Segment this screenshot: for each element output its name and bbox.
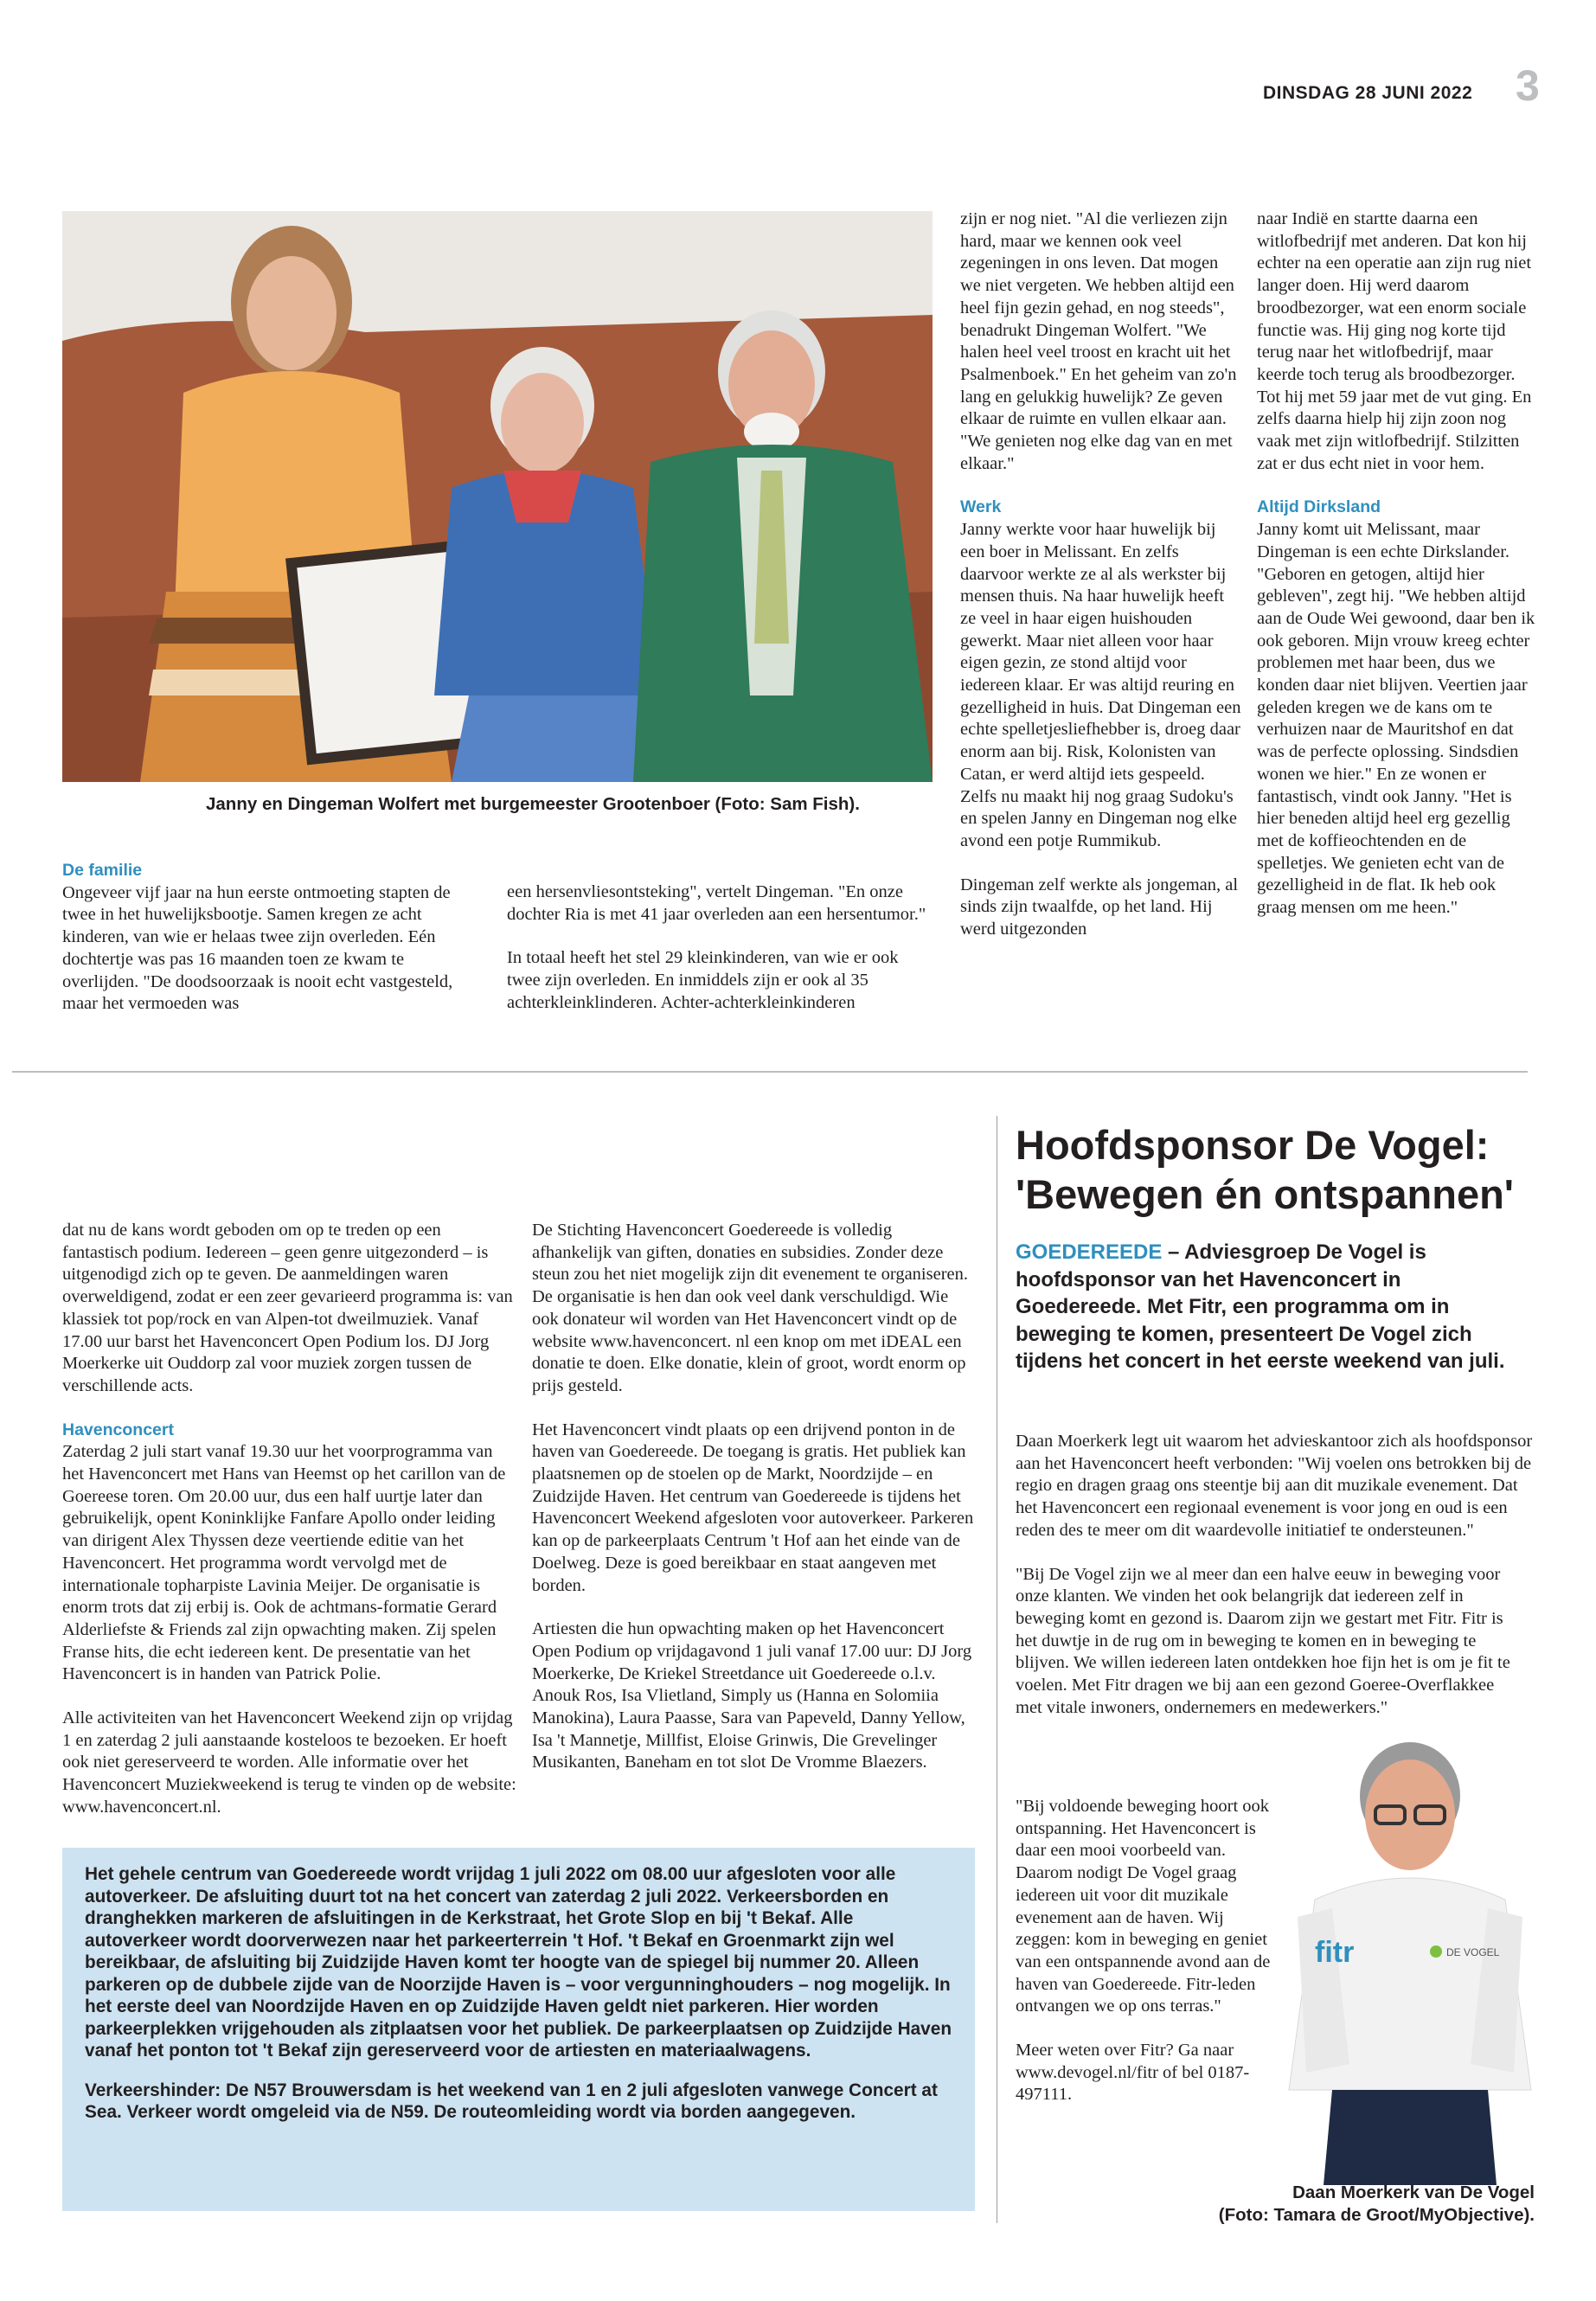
headline-line: Hoofdsponsor De Vogel: <box>1016 1122 1490 1168</box>
section-divider <box>12 1071 1528 1073</box>
headline-line: 'Bewegen én ontspannen' <box>1016 1171 1514 1217</box>
article3-body-top <box>1016 1431 1535 1740</box>
paragraph: zijn er nog niet. "Al die verliezen zijn hard, maar we kennen ook veel zegeningen in ons leven. Dat mogen we niet vergeten. We hebben altijd een heel fijn gezin gehad, en nog steeds", benadrukt Dingeman Wolfert. "We halen heel veel troost en kracht uit het Psalmenboek." En het geheim van zo'n lang en gelukkig huwelijk? Ze geven elkaar de ruimte en vullen elkaar aan. "We genieten nog elke dag van en met elkaar." <box>960 209 1237 473</box>
paragraph: een hersenvliesontsteking", vertelt Dingeman. "En onze dochter Ria is met 41 jaar overleden aan een hersentumor." <box>507 882 926 924</box>
paragraph: Alle activiteiten van het Havenconcert Weekend zijn op vrijdag 1 en zaterdag 2 juli aanstaande kosteloos te bezoeken. Er hoeft ook niet gereserveerd te worden. Alle informatie over het Havenconcert Muziekweekend is terug te vinden op de website: www.havenconcert.nl. <box>62 1708 516 1817</box>
article1-col4 <box>1257 208 1535 941</box>
paragraph: Zaterdag 2 juli start vanaf 19.30 uur het voorprogramma van het Havenconcert met Hans van Heemst op het carillon van de Goereese toren. Om 20.00 uur, dus een half uurtje later dan gebruikelijk, opent Koninklijke Fanfare Apollo onder leiding van dirigent Alex Thyssen deze veertiende editie van het Havenconcert. Het programma wordt vervolgd met de internationale topharpiste Lavinia Meijer. De organisatie is enorm trots dat zij erbij is. Ook de achtmans-formatie Gerard Alderliefste & Friends zal zijn opwachting maken. Zij spelen Franse hits, die echt iedereen kent. De presentatie van het Havenconcert is in handen van Patrick Polie. <box>62 1442 506 1684</box>
infobox-paragraph: Verkeershinder: De N57 Brouwersdam is het weekend van 1 en 2 juli afgesloten vanwege Concert at Sea. Verkeer wordt omgeleid via de N59. De routeomleiding wordt via borden aangegeven. <box>85 2080 938 2122</box>
road-closure-infobox <box>62 1848 975 2211</box>
infobox-paragraph: Het gehele centrum van Goedereede wordt vrijdag 1 juli 2022 om 08.00 uur afgesloten voor alle autoverkeer. De afsluiting duurt tot na het concert van zaterdag 2 juli 2022. Verkeersborden en dranghekken markeren de afsluitingen in de Kerkstraat, het Grote Slop en bij 't Bekaf. Alle autoverkeer wordt doorverwezen naar het parkeerterrein 't Hof. 't Bekaf en Groenmarkt zijn wel bereikbaar, de afsluiting bij Zuidzijde Haven komt ter hoogte van de spiegel bij nummer 20. Alleen parkeren op de dubbele zijde van de Noorzijde Haven is – voor vergunninghouders – nog mogelijk. In het eerste deel van Noordzijde Haven en op Zuidzijde Haven geldt niet parkeren. Hier worden parkeerplekken vrijgehouden als zitplaatsen voor het publiek. De parkeerplaatsen op Zuidzijde Haven vanaf het ponton tot 't Bekaf zijn gereserveerd voor de artiesten en materiaalwagens. <box>85 1864 952 2061</box>
paragraph: Dingeman zelf werkte als jongeman, al sinds zijn twaalfde, op het land. Hij werd uitgezonden <box>960 875 1239 939</box>
paragraph: De Stichting Havenconcert Goedereede is volledig afhankelijk van giften, donaties en subsidies. Zonder deze steun zou het niet mogelijk zijn dit evenement te organiseren. De organisatie is hen dan ook veel dank verschuldigd. Wie ook donateur wil worden van Het Havenconcert vindt op de website www.havenconcert. nl een knop om met iDEAL een donatie te doen. Elke donatie, klein of groot, wordt enorm op prijs gesteld. <box>532 1221 969 1395</box>
paragraph: "Bij De Vogel zijn we al meer dan een halve eeuw in beweging voor onze klanten. We vinden het ook belangrijk dat iedereen zelf in beweging komt en gezond is. Daarom zijn we gestart met Fitr. Fitr is het duwtje in de rug om in beweging te komen en in beweging te blijven. We willen iedereen laten ontdekken hoe fijn het is om je fit te voelen. Met Fitr dragen we bij aan een gezond Goeree-Overflakkee met vitale inwoners, ondernemers en medewerkers." <box>1016 1564 1510 1717</box>
paragraph: Janny komt uit Melissant, maar Dingeman is een echte Dirkslander. "Geboren en getogen, altijd hier gebleven", zegt hij. "We hebben altijd aan de Oude Wei gewoond, daar ben ik ook geboren. Mijn vrouw kreeg echter problemen met haar been, dus we konden daar niet blijven. Veertien jaar geleden kregen we de kans om te verhuizen naar de Mauritshof en dat was de perfecte oplossing. Sindsdien wonen we hier." En ze wonen er fantastisch, vindt ook Janny. "Het is hier beneden altijd heel erg gezellig met de koffieochtenden en de spelletjes. We genieten echt van de gezelligheid in de flat. Ik heb ook graag mensen om me heen." <box>1257 520 1535 918</box>
paragraph: Meer weten over Fitr? Ga naar www.devogel.nl/fitr of bel 0187-497111. <box>1016 2041 1250 2105</box>
paragraph: Artiesten die hun opwachting maken op het Havenconcert Open Podium op vrijdagavond 1 juli vanaf 17.00 uur: DJ Jorg Moerkerke, De Kriekel Streetdance uit Goedereede o.l.v. Anouk Ros, Isa Vlietland, Simply us (Hanna en Solomiia Manokina), Laura Paasse, Sara van Papeveld, Danny Yellow, Isa 't Mannetje, Millfist, Eloise Grinwis, Die Grevelinger Musikanten, Baneham en tot slot De Vromme Blaezers. <box>532 1619 972 1772</box>
article2-col2 <box>532 1220 975 1796</box>
caption-line: (Foto: Tamara de Groot/MyObjective). <box>1218 2205 1535 2225</box>
article1-col2 <box>507 881 933 1036</box>
page-number: 3 <box>1516 61 1540 110</box>
article1-col3 <box>960 208 1242 963</box>
subhead-altijd-dirksland: Altijd Dirksland <box>1257 497 1381 517</box>
paragraph: Janny werkte voor haar huwelijk bij een boer in Melissant. En zelfs daarvoor werkte ze al als werkster bij mensen thuis. Na haar huwelijk heeft ze veel in haar eigen huishouden gewerkt. Maar niet alleen voor haar eigen gezin, ze stond altijd voor iedereen klaar. Er was altijd reuring en gezelligheid in huis. Dat Dingeman een echte spelletjesliefhebber is, droeg daar enorm aan bij. Risk, Kolonisten van Catan, er werd altijd iets gespeeld. Zelfs nu maakt hij nog graag Sudoku's en spelen Janny en Dingeman nog elke avond een potje Rummikub. <box>960 520 1241 850</box>
paragraph: "Bij voldoende beweging hoort ook ontspanning. Het Havenconcert is daar een mooi voorbeeld van. Daarom nodigt De Vogel graag iedereen uit voor dit muzikale evenement aan de haven. Wij zeggen: kom in beweging en geniet van een ontspannende avond aan de haven van Goedereede. Fitr-leden ontvangen we op ons terras." <box>1016 1797 1271 2016</box>
subhead-werk: Werk <box>960 497 1002 517</box>
photo-caption: Janny en Dingeman Wolfert met burgemeester Grootenboer (Foto: Sam Fish). <box>206 794 860 814</box>
paragraph: naar Indië en startte daarna een witlofbedrijf met anderen. Dat kon hij echter na een operatie aan zijn rug niet langer doen. Hij werd daarom broodbezorger, wat een enorm sociale functie was. Hij ging nog korte tijd terug naar het witlofbedrijf, maar keerde toch terug als broodbezorger. Tot hij met 59 jaar met de vut ging. En zelfs daarna hielp hij zijn zoon nog vaak met zijn witlofbedrijf. Stilzitten zat er dus echt niet in voor hem. <box>1257 209 1532 473</box>
subhead-havenconcert: Havenconcert <box>62 1420 174 1439</box>
shirt-logo: fitr <box>1315 1936 1355 1969</box>
subhead-de-familie: De familie <box>62 861 143 880</box>
lede-text: – Adviesgroep De Vogel is hoofdsponsor van het Havenconcert in Goedereede. Met Fitr, een programma om in beweging te komen, presenteert De Vogel zich tijdens het concert in het eerste weekend van juli. <box>1016 1240 1505 1373</box>
article2-col1 <box>62 1220 516 1841</box>
paragraph: Het Havenconcert vindt plaats op een drijvend ponton in de haven van Goedereede. De toegang is gratis. Het publiek kan plaatsnemen op de stoelen op de Markt, Noordzijde – en Zuidzijde Haven. Het centrum van Goedereede is tijdens het Havenconcert Weekend afgesloten voor autoverkeer. Parkeren kan op de parkeerplaats Centrum 't Hof aan het einde van de Doelweg. Deze is goed bereikbaar en staat aangeven met borden. <box>532 1420 974 1595</box>
portrait-caption <box>1219 2182 1535 2227</box>
article3-body-bottom <box>1016 1796 1271 2128</box>
article1-col1 <box>62 860 469 1037</box>
dateline-place: GOEDEREEDE <box>1016 1240 1163 1264</box>
caption-line: Daan Moerkerk van De Vogel <box>1292 2182 1535 2202</box>
wolfert-couple-photo <box>62 211 933 782</box>
paragraph: dat nu de kans wordt geboden om op te treden op een fantastisch podium. Iedereen – geen genre uitgezonderd – is uitgenodigd zich op te geven. De aanmeldingen waren overweldigend, zodat er een zeer gevarieerd programma is: van klassiek tot pop/rock en van Alpen-tot dweilmuziek. Vanaf 17.00 uur barst het Havenconcert Open Podium los. DJ Jorg Moerkerke uit Ouddorp zal voor muziek zorgen tussen de verschillende acts. <box>62 1221 513 1395</box>
edition-date: DINSDAG 28 JUNI 2022 <box>1263 83 1473 103</box>
paragraph: Ongeveer vijf jaar na hun eerste ontmoeting stapten de twee in het huwelijksbootje. Samen kregen ze acht kinderen, van wie er helaas twee zijn overleden. Eén dochtertje was pas 16 maanden toen ze kwam te overlijden. "De doodsoorzaak is nooit echt vastgesteld, maar het vermoeden was <box>62 882 453 1014</box>
shirt-badge: DE VOGEL <box>1446 1946 1500 1958</box>
sponsor-headline <box>1016 1120 1535 1219</box>
daan-moerkerk-photo <box>1280 1735 1540 2185</box>
paragraph: Daan Moerkerk legt uit waarom het advieskantoor zich als hoofdsponsor aan het Havenconcert heeft verbonden: "Wij voelen ons betrokken bij de regio en dragen graag ons steentje bij aan dit muzikale evenement. Dat het Havenconcert een regionaal evenement is voor jong en oud is een reden des te meer om dit waardevolle initiatief te ondersteunen." <box>1016 1432 1533 1540</box>
sponsor-lede <box>1016 1239 1517 1375</box>
paragraph: In totaal heeft het stel 29 kleinkinderen, van wie er ook twee zijn overleden. En inmiddels zijn er ook al 35 achterkleinklinderen. Achter-achterkleinkinderen <box>507 948 899 1012</box>
